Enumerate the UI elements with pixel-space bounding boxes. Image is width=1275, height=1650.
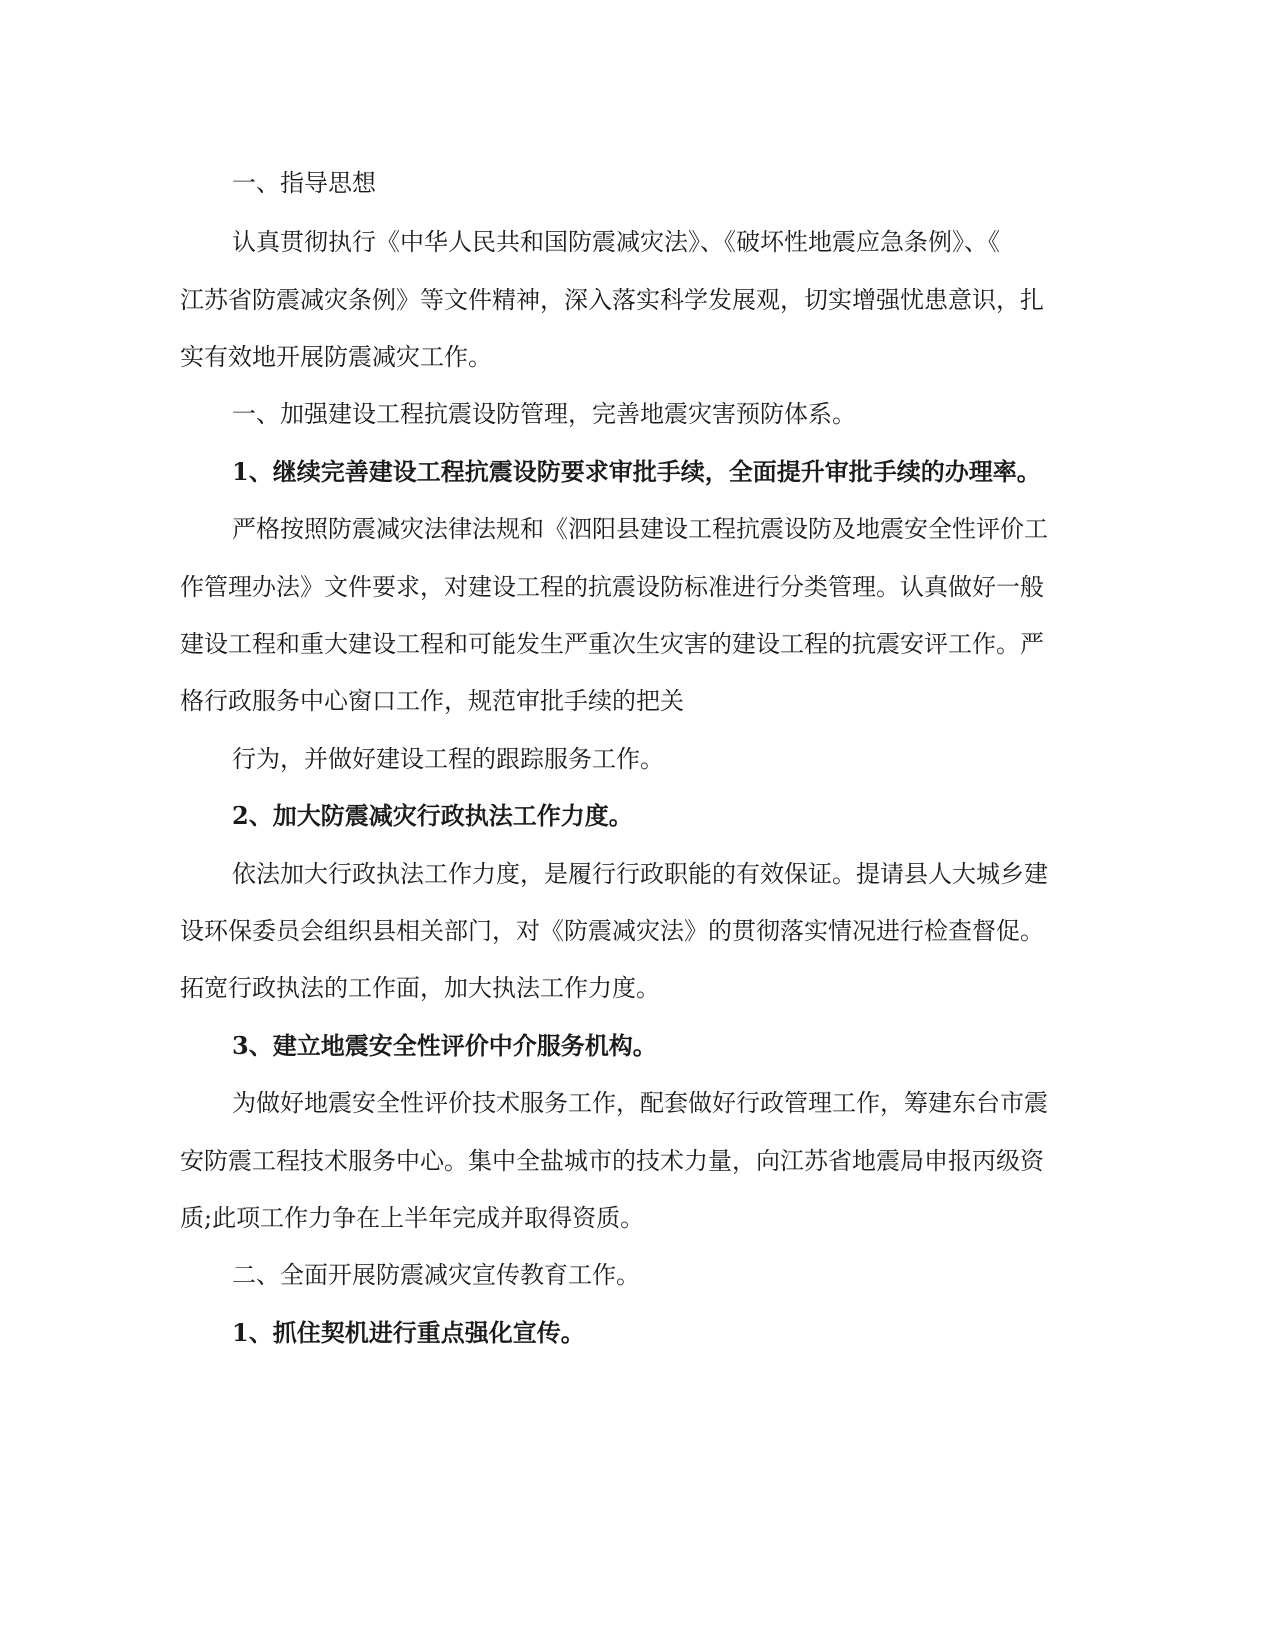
paragraph-line: 作管理办法》文件要求，对建设工程的抗震设防标准进行分类管理。认真做好一般 — [180, 573, 1044, 601]
paragraph-line: 建设工程和重大建设工程和可能发生严重次生灾害的建设工程的抗震安评工作。严 — [180, 630, 1044, 658]
subsection-heading: 2、加大防震减灾行政执法工作力度。 — [232, 801, 633, 830]
paragraph-line: 质;此项工作力争在上半年完成并取得资质。 — [180, 1204, 645, 1232]
paragraph-line: 认真贯彻执行《中华人民共和国防震减灾法》、《破坏性地震应急条例》、《 — [232, 228, 1000, 256]
paragraph-line: 实有效地开展防震减灾工作。 — [180, 343, 492, 371]
section-heading: 一、加强建设工程抗震设防管理，完善地震灾害预防体系。 — [232, 400, 856, 428]
section-heading: 二、全面开展防震减灾宣传教育工作。 — [232, 1261, 640, 1289]
paragraph-line: 设环保委员会组织县相关部门，对《防震减灾法》的贯彻落实情况进行检查督促。 — [180, 917, 1044, 945]
subsection-heading: 3、建立地震安全性评价中介服务机构。 — [232, 1031, 657, 1060]
paragraph-line: 行为，并做好建设工程的跟踪服务工作。 — [232, 745, 664, 773]
paragraph-line: 为做好地震安全性评价技术服务工作，配套做好行政管理工作，筹建东台市震 — [232, 1089, 1048, 1117]
subsection-heading: 1、抓住契机进行重点强化宣传。 — [232, 1318, 585, 1347]
paragraph-line: 格行政服务中心窗口工作，规范审批手续的把关 — [180, 687, 684, 715]
paragraph-line: 江苏省防震减灾条例》等文件精神，深入落实科学发展观，切实增强忧患意识，扎 — [180, 286, 1044, 314]
section-heading: 一、指导思想 — [232, 169, 376, 197]
paragraph-line: 依法加大行政执法工作力度，是履行行政职能的有效保证。提请县人大城乡建 — [232, 860, 1048, 888]
paragraph-line: 安防震工程技术服务中心。集中全盐城市的技术力量，向江苏省地震局申报丙级资 — [180, 1147, 1044, 1175]
paragraph-line: 严格按照防震减灾法律法规和《泗阳县建设工程抗震设防及地震安全性评价工 — [232, 515, 1048, 543]
subsection-heading: 1、继续完善建设工程抗震设防要求审批手续，全面提升审批手续的办理率。 — [232, 457, 1041, 486]
paragraph-line: 拓宽行政执法的工作面，加大执法工作力度。 — [180, 974, 660, 1002]
